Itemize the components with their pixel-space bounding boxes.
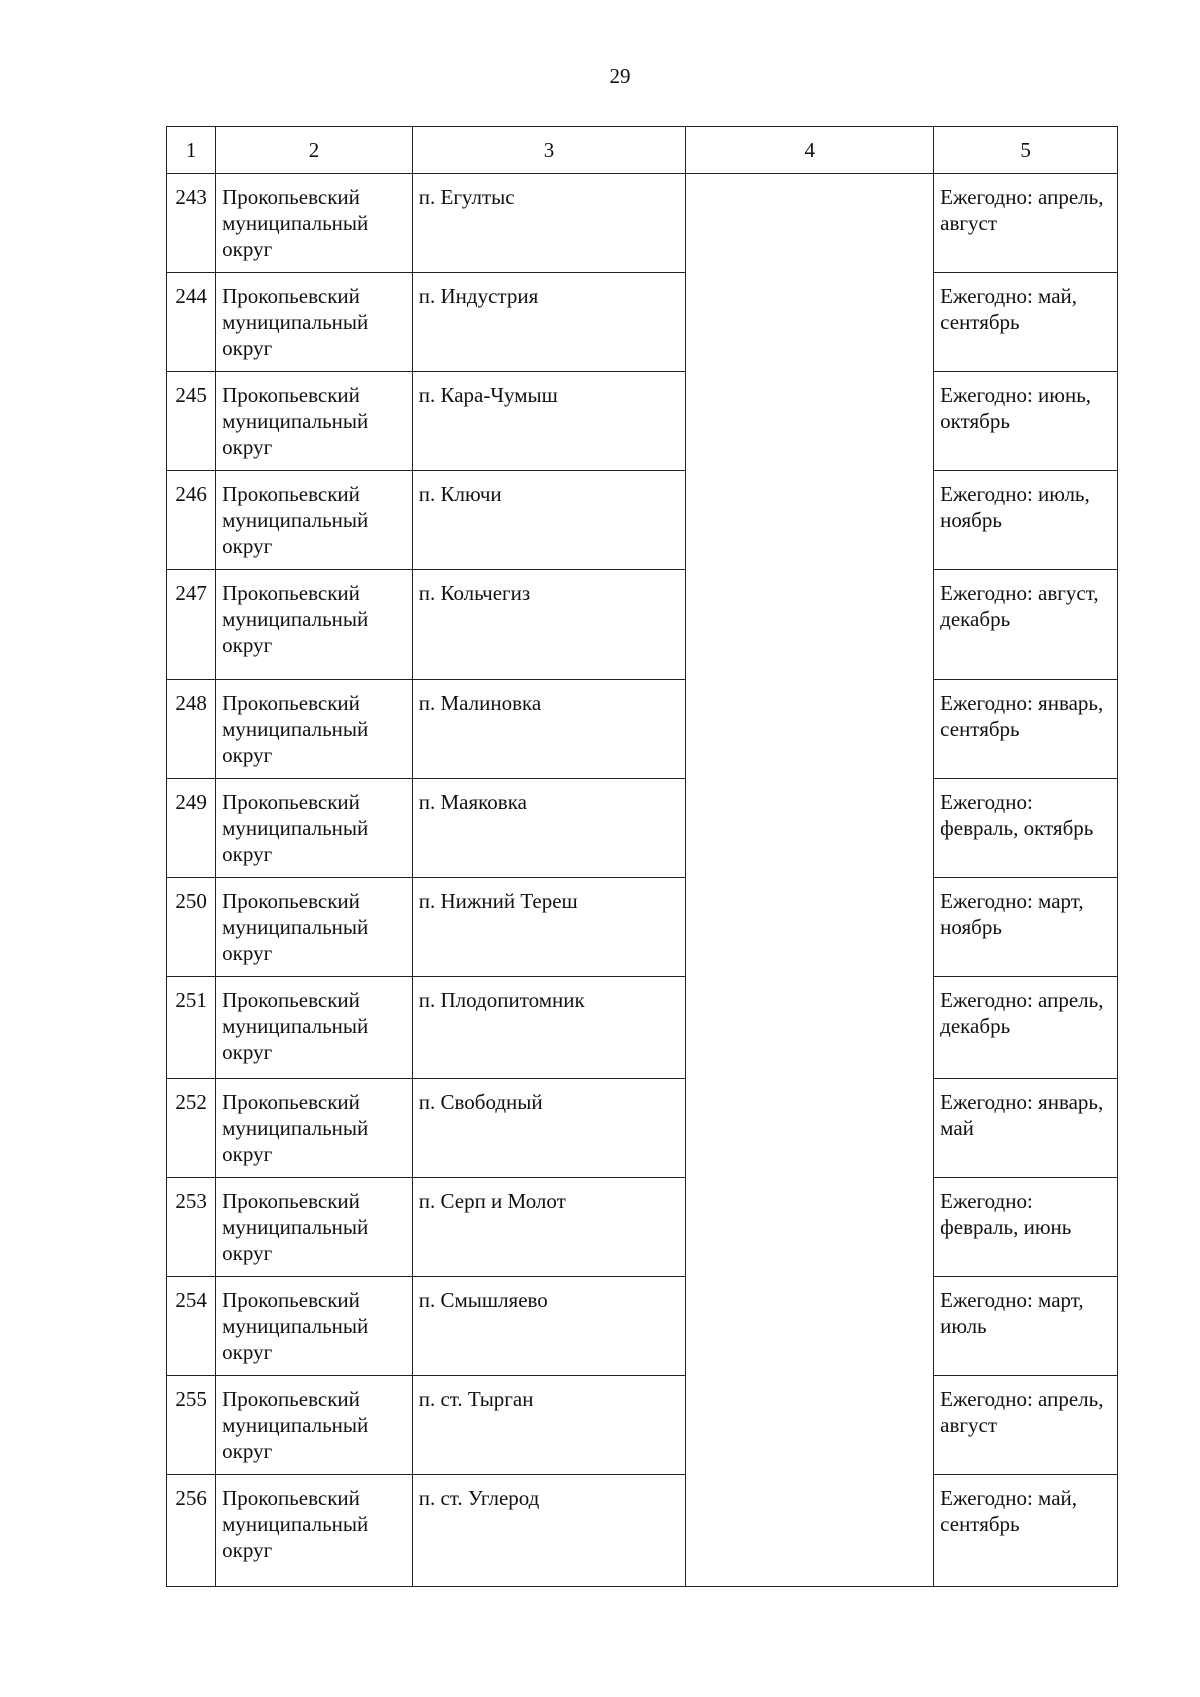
table-row <box>167 977 1118 1079</box>
settlements-table <box>166 126 1118 1587</box>
schedule-cell: Ежегодно: июнь, октябрь <box>934 372 1118 471</box>
district-cell: Прокопьевский муниципальный округ <box>216 273 413 372</box>
place-cell: п. Смышляево <box>412 1277 686 1376</box>
district-cell: Прокопьевский муниципальный округ <box>216 1178 413 1277</box>
table-header-row <box>167 127 1118 174</box>
schedule-cell: Ежегодно: август, декабрь <box>934 570 1118 680</box>
district-cell: Прокопьевский муниципальный округ <box>216 1277 413 1376</box>
place-cell: п. Егултыс <box>412 174 686 273</box>
column-header-5: 5 <box>934 127 1118 174</box>
district-cell: Прокопьевский муниципальный округ <box>216 1079 413 1178</box>
place-cell: п. Ключи <box>412 471 686 570</box>
page-number: 29 <box>609 64 631 88</box>
district-cell: Прокопьевский муниципальный округ <box>216 174 413 273</box>
district-cell: Прокопьевский муниципальный округ <box>216 1376 413 1475</box>
column-4-empty-cell <box>686 174 934 1587</box>
place-cell: п. Кара-Чумыш <box>412 372 686 471</box>
district-cell: Прокопьевский муниципальный округ <box>216 1475 413 1587</box>
column-header-4: 4 <box>686 127 934 174</box>
place-cell: п. Маяковка <box>412 779 686 878</box>
place-cell: п. Кольчегиз <box>412 570 686 680</box>
place-cell: п. Индустрия <box>412 273 686 372</box>
row-number: 244 <box>167 273 216 372</box>
row-number: 252 <box>167 1079 216 1178</box>
table-row <box>167 1079 1118 1178</box>
schedule-cell: Ежегодно: февраль, июнь <box>934 1178 1118 1277</box>
place-cell: п. Нижний Тереш <box>412 878 686 977</box>
table-row <box>167 372 1118 471</box>
row-number: 248 <box>167 680 216 779</box>
row-number: 250 <box>167 878 216 977</box>
row-number: 256 <box>167 1475 216 1587</box>
place-cell: п. ст. Тырган <box>412 1376 686 1475</box>
table-row <box>167 174 1118 273</box>
place-cell: п. Плодопитомник <box>412 977 686 1079</box>
row-number: 249 <box>167 779 216 878</box>
table-row <box>167 1376 1118 1475</box>
schedule-cell: Ежегодно: апрель, декабрь <box>934 977 1118 1079</box>
district-cell: Прокопьевский муниципальный округ <box>216 372 413 471</box>
row-number: 253 <box>167 1178 216 1277</box>
district-cell: Прокопьевский муниципальный округ <box>216 779 413 878</box>
district-cell: Прокопьевский муниципальный округ <box>216 471 413 570</box>
row-number: 246 <box>167 471 216 570</box>
column-header-1: 1 <box>167 127 216 174</box>
place-cell: п. ст. Углерод <box>412 1475 686 1587</box>
district-cell: Прокопьевский муниципальный округ <box>216 680 413 779</box>
schedule-cell: Ежегодно: май, сентябрь <box>934 1475 1118 1587</box>
schedule-cell: Ежегодно: январь, сентябрь <box>934 680 1118 779</box>
column-header-3: 3 <box>412 127 686 174</box>
place-cell: п. Малиновка <box>412 680 686 779</box>
row-number: 254 <box>167 1277 216 1376</box>
row-number: 251 <box>167 977 216 1079</box>
row-number: 255 <box>167 1376 216 1475</box>
district-cell: Прокопьевский муниципальный округ <box>216 570 413 680</box>
schedule-cell: Ежегодно: май, сентябрь <box>934 273 1118 372</box>
schedule-cell: Ежегодно: январь, май <box>934 1079 1118 1178</box>
place-cell: п. Свободный <box>412 1079 686 1178</box>
schedule-cell: Ежегодно: июль, ноябрь <box>934 471 1118 570</box>
table-row <box>167 471 1118 570</box>
schedule-cell: Ежегодно: март, ноябрь <box>934 878 1118 977</box>
table-row <box>167 680 1118 779</box>
table-row <box>167 1178 1118 1277</box>
table-row <box>167 273 1118 372</box>
place-cell: п. Серп и Молот <box>412 1178 686 1277</box>
row-number: 243 <box>167 174 216 273</box>
table-row <box>167 1475 1118 1587</box>
district-cell: Прокопьевский муниципальный округ <box>216 977 413 1079</box>
table-row <box>167 570 1118 680</box>
schedule-cell: Ежегодно: февраль, октябрь <box>934 779 1118 878</box>
schedule-cell: Ежегодно: апрель, август <box>934 1376 1118 1475</box>
schedule-cell: Ежегодно: апрель, август <box>934 174 1118 273</box>
table-row <box>167 779 1118 878</box>
schedule-cell: Ежегодно: март, июль <box>934 1277 1118 1376</box>
column-header-2: 2 <box>216 127 413 174</box>
row-number: 247 <box>167 570 216 680</box>
table-row <box>167 878 1118 977</box>
district-cell: Прокопьевский муниципальный округ <box>216 878 413 977</box>
row-number: 245 <box>167 372 216 471</box>
table-row <box>167 1277 1118 1376</box>
